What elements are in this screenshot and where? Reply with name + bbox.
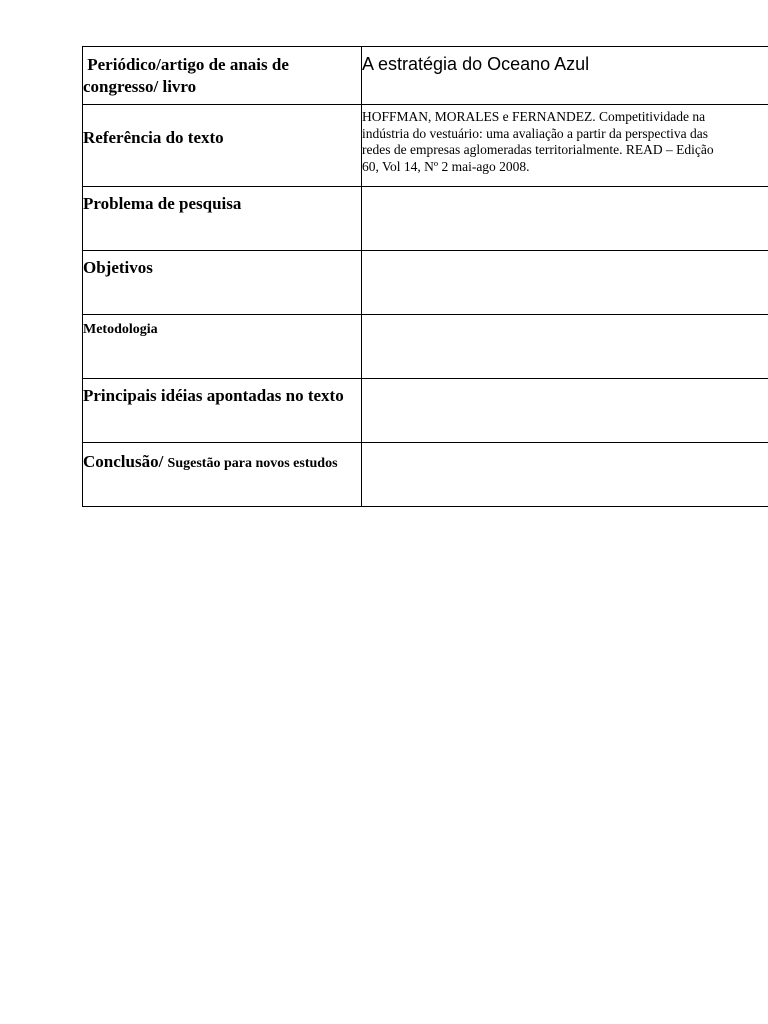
value-cell	[362, 105, 768, 187]
label-cell	[83, 187, 362, 251]
value-cell	[362, 187, 768, 251]
row-label-problema: Problema de pesquisa	[83, 194, 242, 213]
row-value-periodico: A estratégia do Oceano Azul	[362, 54, 590, 74]
value-cell	[362, 251, 768, 315]
row-label-referencia: Referência do texto	[83, 128, 224, 147]
table-row	[83, 187, 768, 251]
row-value-referencia-line: redes de empresas aglomeradas territorialmente. READ – Edição	[362, 142, 714, 157]
value-cell	[362, 443, 768, 507]
value-cell	[362, 315, 768, 379]
reading-form-table	[82, 46, 768, 507]
label-cell	[83, 379, 362, 443]
row-label-metodologia: Metodologia	[83, 322, 158, 337]
table-row	[83, 251, 768, 315]
row-label-conclusao-main: Conclusão/	[83, 452, 168, 471]
table-row	[83, 443, 768, 507]
row-label-principais-ideias: Principais idéias apontadas no texto	[83, 386, 344, 405]
value-cell	[362, 47, 768, 105]
label-cell	[83, 443, 362, 507]
table-row	[83, 315, 768, 379]
label-cell	[83, 315, 362, 379]
table-row	[83, 47, 768, 105]
table-row	[83, 379, 768, 443]
row-value-referencia-line: 60, Vol 14, Nº 2 mai-ago 2008.	[362, 158, 530, 174]
row-value-referencia-line: indústria do vestuário: uma avaliação a partir da perspectiva das	[362, 125, 708, 141]
row-label-periodico: Periódico/artigo de anais de congresso/ livro	[83, 55, 294, 96]
label-cell	[83, 251, 362, 315]
label-cell	[83, 105, 362, 187]
label-cell	[83, 47, 362, 105]
value-cell	[362, 379, 768, 443]
table-row	[83, 105, 768, 187]
row-value-referencia-line: HOFFMAN, MORALES e FERNANDEZ. Competitividade na	[362, 109, 706, 124]
row-label-conclusao	[83, 443, 361, 474]
row-label-objetivos: Objetivos	[83, 258, 153, 277]
row-label-conclusao-sub: Sugestão para novos estudos	[167, 456, 338, 471]
